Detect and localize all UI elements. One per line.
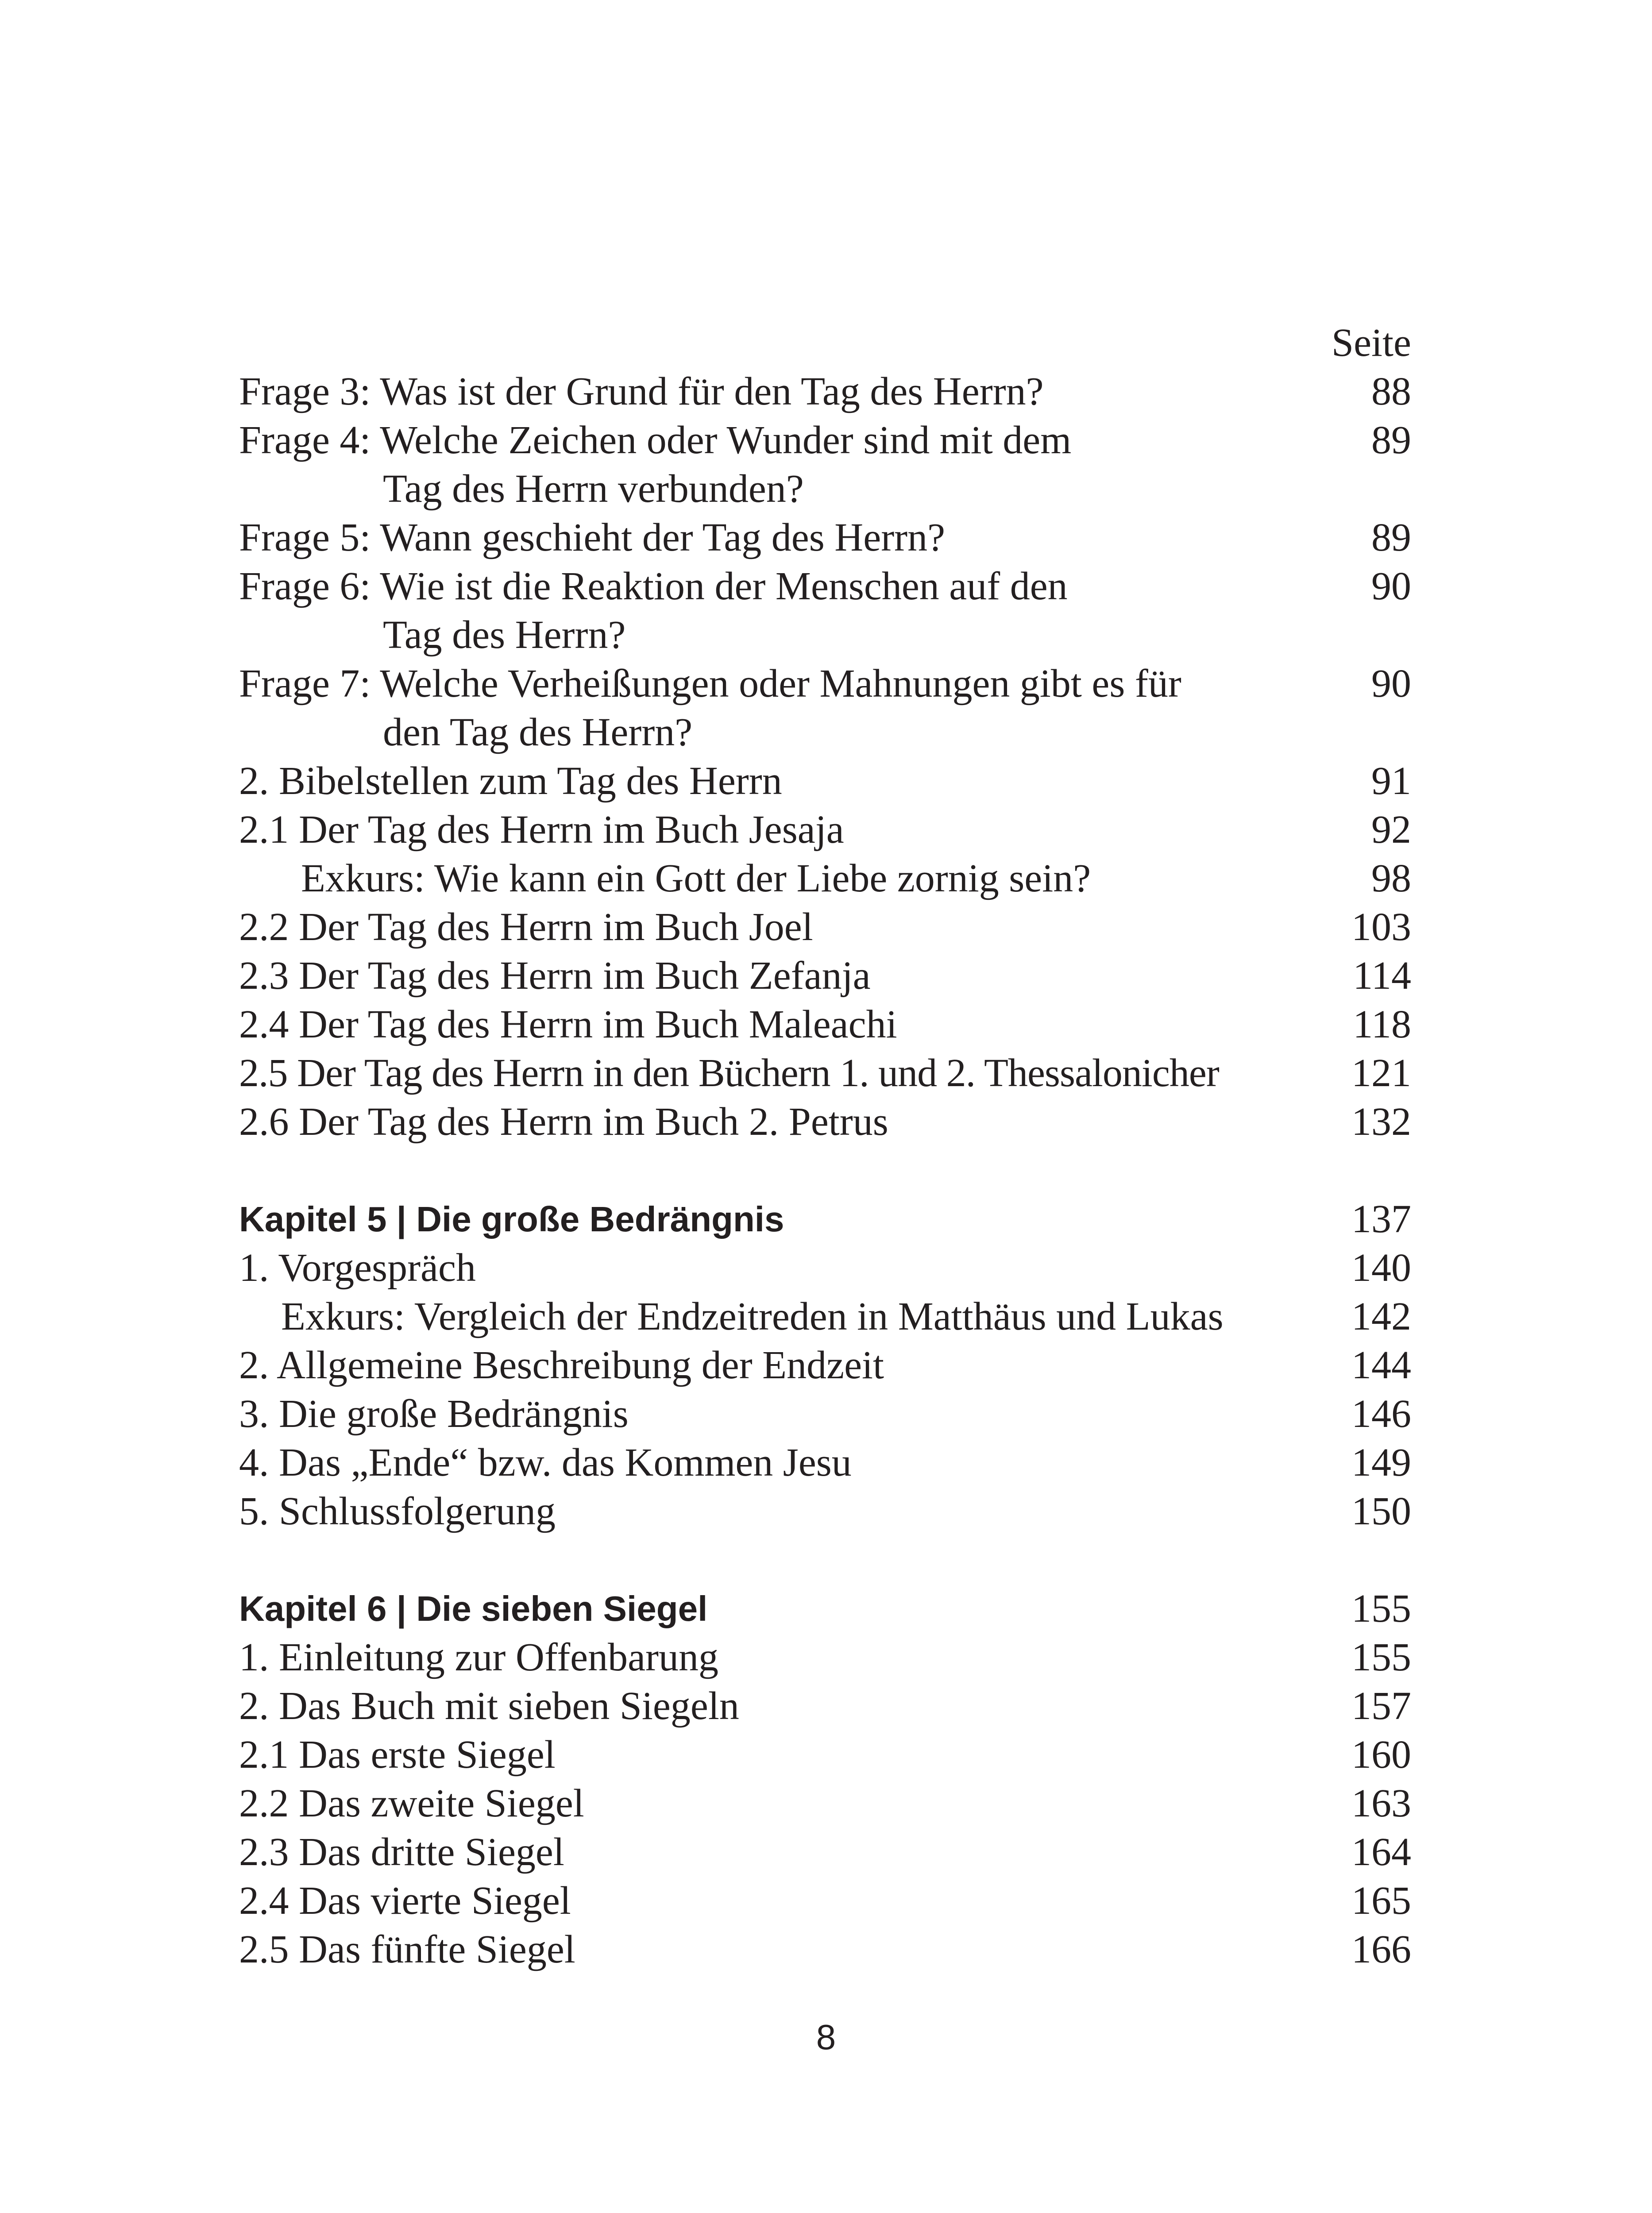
toc-entry-title: 2.1 Das erste Siegel: [239, 1733, 556, 1777]
toc-entry-continuation: [239, 465, 1411, 513]
toc-entry-title: 2.1 Der Tag des Herrn im Buch Jesaja: [239, 808, 844, 852]
toc-entry-page: 164: [1351, 1830, 1411, 1874]
toc-entry: [239, 1000, 1411, 1049]
page-column-header: Seite: [1332, 321, 1411, 365]
toc-entry: [239, 1731, 1411, 1779]
toc-entry-page: 121: [1351, 1051, 1411, 1095]
toc-entry-title: 2.3 Der Tag des Herrn im Buch Zefanja: [239, 954, 871, 998]
toc-entry: [239, 903, 1411, 952]
toc-entry: [239, 1438, 1411, 1487]
toc-entry-title: Frage 3: Was ist der Grund für den Tag des Herrn?: [239, 370, 1044, 413]
toc-entry-title: 1. Einleitung zur Offenbarung: [239, 1635, 719, 1679]
toc-entry-page: 155: [1351, 1635, 1411, 1679]
toc-entry-title: 4. Das „Ende“ bzw. das Kommen Jesu: [239, 1441, 852, 1484]
toc-entry: [239, 659, 1411, 708]
toc-entry-exkurs: [239, 854, 1411, 903]
toc-entry-page: 114: [1353, 954, 1411, 998]
toc-entry-page: 91: [1371, 759, 1411, 803]
toc-entry-title: den Tag des Herrn?: [383, 710, 693, 754]
toc-entry-page: 142: [1351, 1295, 1411, 1338]
toc-entry: [239, 513, 1411, 562]
chapter-heading: [239, 1195, 1411, 1244]
toc-entry-title: 2.5 Das fünfte Siegel: [239, 1928, 575, 1971]
toc-entry-page: 140: [1351, 1246, 1411, 1290]
toc-entry: [239, 367, 1411, 416]
toc-entry: [239, 1925, 1411, 1974]
toc-entry-continuation: [239, 708, 1411, 757]
toc-entry-title: 5. Schlussfolgerung: [239, 1489, 556, 1533]
toc-entry-title: 2. Bibelstellen zum Tag des Herrn: [239, 759, 782, 803]
toc-entry-page: 118: [1353, 1002, 1411, 1046]
toc-entry-page: 149: [1351, 1441, 1411, 1484]
toc-entry-page: 90: [1371, 564, 1411, 608]
toc-entry-title: Exkurs: Vergleich der Endzeitreden in Matthäus und Lukas: [281, 1295, 1224, 1338]
toc-entry: [239, 1049, 1411, 1098]
toc-entry: [239, 416, 1411, 465]
toc-entry-continuation: [239, 611, 1411, 659]
chapter-page: 137: [1351, 1197, 1411, 1241]
toc-entry-page: 165: [1351, 1879, 1411, 1923]
toc-entry-page: 157: [1351, 1684, 1411, 1728]
chapter-heading: [239, 1585, 1411, 1633]
toc-entry: [239, 1877, 1411, 1925]
toc-entry: [239, 1779, 1411, 1828]
toc-entry-page: 92: [1371, 808, 1411, 852]
toc-entry-title: 2. Das Buch mit sieben Siegeln: [239, 1684, 739, 1728]
toc-entry: [239, 562, 1411, 611]
toc-entry-title: Frage 7: Welche Verheißungen oder Mahnungen gibt es für: [239, 662, 1181, 706]
toc-entry-title: 2.3 Das dritte Siegel: [239, 1830, 564, 1874]
toc-entry: [239, 1341, 1411, 1390]
toc-entry: [239, 1828, 1411, 1877]
toc-entry: [239, 806, 1411, 854]
toc-entry-title: 1. Vorgespräch: [239, 1246, 476, 1290]
toc-entry-title: 2.4 Der Tag des Herrn im Buch Maleachi: [239, 1002, 897, 1046]
page-number: 8: [816, 2017, 836, 2057]
toc-entry-title: Tag des Herrn?: [383, 613, 626, 657]
toc-entry: [239, 1244, 1411, 1292]
toc-entry-title: 2.5 Der Tag des Herrn in den Büchern 1. und 2. Thessalonicher: [239, 1051, 1219, 1095]
toc-entry-page: 98: [1371, 856, 1411, 900]
toc-entry-title: 2. Allgemeine Beschreibung der Endzeit: [239, 1343, 884, 1387]
toc-entry-page: 146: [1351, 1392, 1411, 1436]
toc-entry-title: 2.6 Der Tag des Herrn im Buch 2. Petrus: [239, 1100, 888, 1144]
toc-entry-page: 150: [1351, 1489, 1411, 1533]
toc-entry-page: 88: [1371, 370, 1411, 413]
toc-entry-page: 163: [1351, 1781, 1411, 1825]
chapter-page: 155: [1351, 1587, 1411, 1631]
toc-entry-page: 103: [1351, 905, 1411, 949]
toc-entry-title: Exkurs: Wie kann ein Gott der Liebe zornig sein?: [301, 856, 1091, 900]
toc-entry: [239, 757, 1411, 806]
toc-entry-title: Frage 6: Wie ist die Reaktion der Menschen auf den: [239, 564, 1068, 608]
toc-entry-page: 89: [1371, 418, 1411, 462]
toc-entry-title: Frage 4: Welche Zeichen oder Wunder sind mit dem: [239, 418, 1072, 462]
toc-entry-page: 144: [1351, 1343, 1411, 1387]
chapter-title: Kapitel 6 | Die sieben Siegel: [239, 1589, 708, 1628]
toc-entry-title: 2.2 Der Tag des Herrn im Buch Joel: [239, 905, 813, 949]
toc-entry-title: 2.2 Das zweite Siegel: [239, 1781, 584, 1825]
toc-entry-page: 166: [1351, 1928, 1411, 1971]
toc-entry: [239, 1682, 1411, 1731]
toc-entry-page: 89: [1371, 516, 1411, 559]
toc-entry-title: 3. Die große Bedrängnis: [239, 1392, 629, 1436]
toc-entry-page: 90: [1371, 662, 1411, 706]
toc-entry-title: 2.4 Das vierte Siegel: [239, 1879, 571, 1923]
toc-entry-page: 160: [1351, 1733, 1411, 1777]
chapter-title: Kapitel 5 | Die große Bedrängnis: [239, 1199, 784, 1239]
toc-entry: [239, 1098, 1411, 1146]
toc-entry: [239, 1390, 1411, 1438]
toc-entry-exkurs: [239, 1292, 1411, 1341]
toc-entry: [239, 1487, 1411, 1536]
toc-entry-title: Frage 5: Wann geschieht der Tag des Herrn?: [239, 516, 946, 559]
toc-entry: [239, 1633, 1411, 1682]
toc-entry: [239, 952, 1411, 1000]
toc-entry-page: 132: [1351, 1100, 1411, 1144]
toc-entry-title: Tag des Herrn verbunden?: [383, 467, 804, 511]
